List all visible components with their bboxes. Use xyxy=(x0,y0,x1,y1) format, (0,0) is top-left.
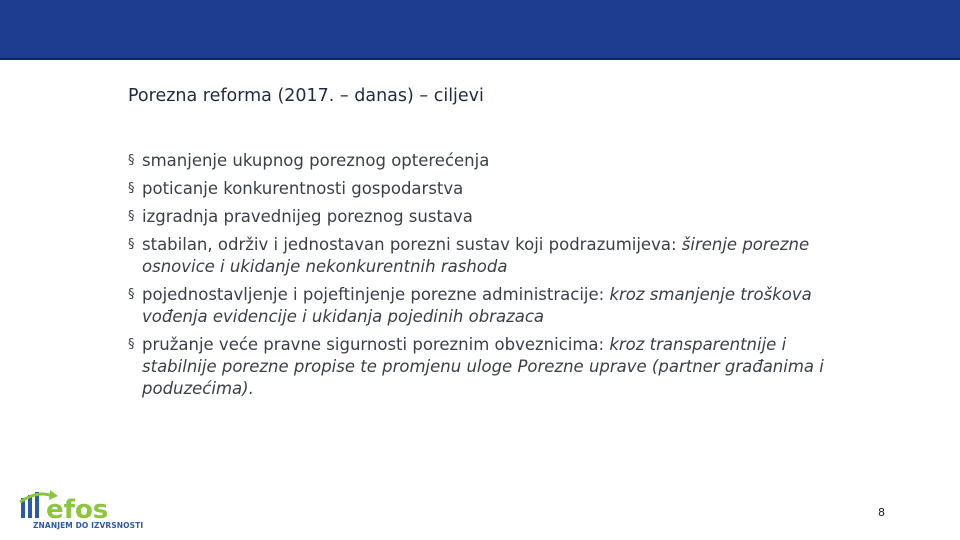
bullet-text: izgradnja pravednijeg poreznog sustava xyxy=(142,207,473,226)
bullet-marker: § xyxy=(128,209,135,224)
bullet-marker: § xyxy=(128,153,135,168)
bullet-text: pojednostavljenje i pojeftinjenje porezne administracije: xyxy=(142,285,610,304)
list-item xyxy=(128,234,848,278)
bullet-text: pružanje veće pravne sigurnosti poreznim obveznicima: xyxy=(142,335,610,354)
bullet-list xyxy=(128,150,848,406)
bullet-marker: § xyxy=(128,237,135,252)
bullet-marker: § xyxy=(128,181,135,196)
bullet-italic-text: širenje porezne osnovice i ukidanje nekonkurentnih rashoda xyxy=(142,235,810,276)
bullet-text: smanjenje ukupnog poreznog opterećenja xyxy=(142,151,490,170)
slide-title: Porezna reforma (2017. – danas) – ciljevi xyxy=(128,86,484,106)
list-item xyxy=(128,284,848,328)
bullet-italic-text: kroz transparentnije i stabilnije porezne propise te promjenu uloge Porezne uprave (partner građanima i poduzećima). xyxy=(142,335,824,398)
list-item xyxy=(128,334,848,400)
bullet-text: poticanje konkurentnosti gospodarstva xyxy=(142,179,464,198)
logo-tagline: ZNANJEM DO IZVRSNOSTI xyxy=(33,521,144,530)
list-item xyxy=(128,178,848,200)
bullet-marker: § xyxy=(128,287,135,302)
header-bar xyxy=(0,0,960,60)
page-number: 8 xyxy=(878,506,885,519)
logo-wordmark: efos xyxy=(46,495,109,525)
list-item xyxy=(128,150,848,172)
list-item xyxy=(128,206,848,228)
bullet-text: stabilan, održiv i jednostavan porezni sustav koji podrazumijeva: xyxy=(142,235,682,254)
bullet-italic-text: kroz smanjenje troškova vođenja evidencije i ukidanja pojedinih obrazaca xyxy=(142,285,812,326)
bullet-marker: § xyxy=(128,337,135,352)
